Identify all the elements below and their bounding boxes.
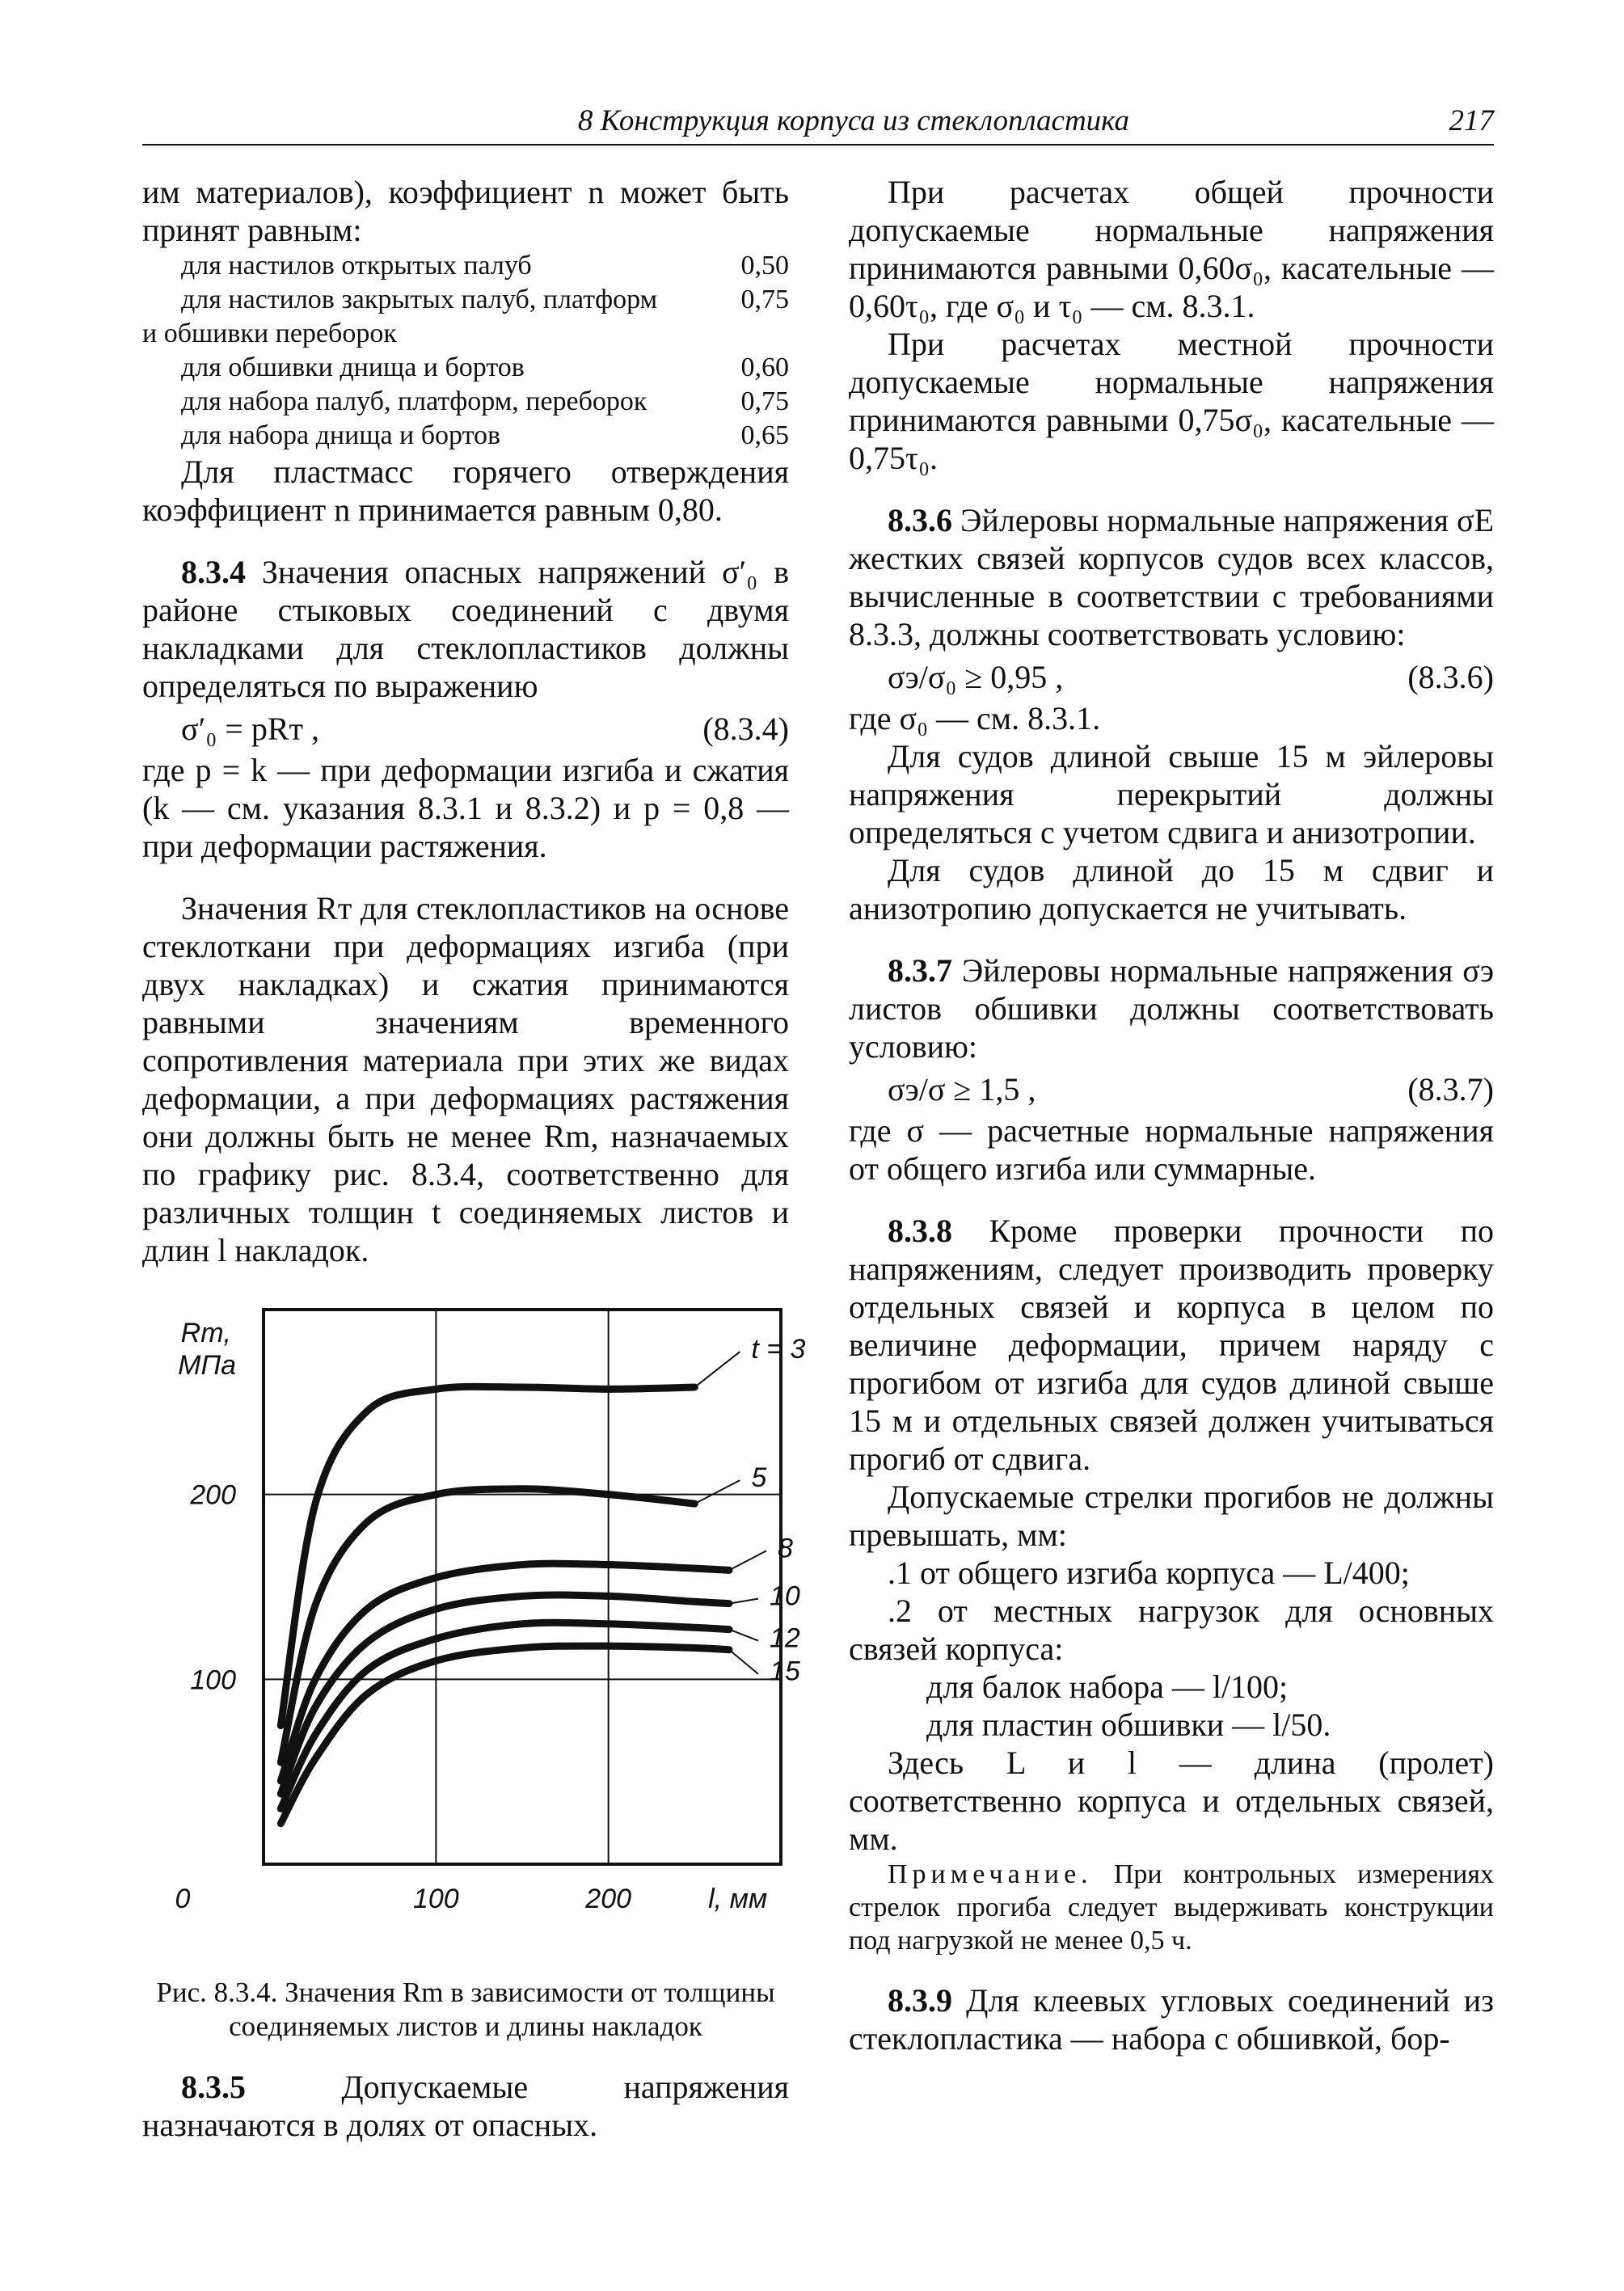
coefficient-list — [142, 249, 789, 453]
section-8-3-5: 8.3.5 Допускаемые напряжения назначаются в долях от опасных. — [142, 2069, 790, 2143]
series-leader — [729, 1599, 758, 1604]
formula-expression: σэ/σ ≥ 1,5 , — [888, 1071, 1036, 1108]
series-label: 15 — [770, 1656, 800, 1687]
hot-cure-paragraph: Для пластмасс горячего отверждения коэффициент n принимается равным 0,80. — [142, 454, 789, 528]
values-paragraph: Значения Rт для стеклопластиков на основе стеклоткани при деформациях изгиба (при двух накладках) и сжатия принимаются равными значениям временного сопротивления материала при этих же видах деформации, а при деформациях растяжения они должны быть не менее Rm, назначаемых по графику рис. 8.3.4, соответственно для различных толщин t соединяемых листов и длин l накладок. — [142, 890, 789, 1268]
page-header — [142, 103, 1494, 146]
section-8-3-9: 8.3.9 Для клеевых угловых соединений из стеклопластика — набора с обшивкой, бор- — [849, 1982, 1494, 2057]
x-axis-label: l, мм — [708, 1884, 768, 1914]
list-item: и обшивки переборок — [142, 319, 397, 348]
running-title: 8 Конструкция корпуса из стеклопластика — [577, 104, 1130, 137]
here-paragraph: Здесь L и l — длина (пролет) соответственно корпуса и отдельных связей, мм. — [849, 1745, 1494, 1857]
list-item: для балок набора — l/100; — [926, 1669, 1289, 1705]
y-axis-unit: МПа — [178, 1350, 236, 1381]
series-label: 12 — [770, 1622, 800, 1654]
left-column — [142, 173, 806, 2144]
formula-8-3-6 — [849, 658, 1494, 696]
figure-caption: Рис. 8.3.4. Значения Rm в зависимости от толщины соединяемых листов и длины накладок — [156, 1977, 775, 2042]
y-tick-label: 200 — [190, 1479, 236, 1511]
rm-chart — [142, 1302, 806, 1964]
formula-8-3-4 — [142, 710, 789, 748]
x-tick-label: 0 — [175, 1884, 191, 1914]
series-leader — [729, 1551, 766, 1570]
where-paragraph: где σ — расчетные нормальные напряжения от общего изгиба или суммарные. — [849, 1112, 1494, 1187]
x-tick-label: 100 — [412, 1884, 459, 1914]
formula-expression: σэ/σ₀ ≥ 0,95 , — [888, 659, 1064, 695]
series-leader — [694, 1352, 740, 1387]
short-vessels-paragraph: Для судов длиной до 15 м сдвиг и анизотропию допускается не учитывать. — [849, 852, 1494, 926]
where-paragraph: где σ₀ — см. 8.3.1. — [849, 700, 1101, 736]
list-item: для набора днища и бортов 0,65 — [181, 420, 789, 450]
local-strength-paragraph: При расчетах местной прочности допускаемые нормальные напряжения принимаются равными 0,75σ₀, касательные — 0,75τ₀. — [849, 326, 1494, 476]
long-vessels-paragraph: Для судов длиной свыше 15 м эйлеровы напряжения перекрытий должны определяться с учетом сдвига и анизотропии. — [849, 738, 1494, 850]
formula-number: (8.3.4) — [702, 711, 789, 747]
series-leader — [694, 1480, 740, 1504]
list-item: .1 от общего изгиба корпуса — L/400; — [888, 1555, 1410, 1591]
series-label: 8 — [778, 1533, 793, 1564]
series-leader — [729, 1630, 758, 1641]
deflection-paragraph: Допускаемые стрелки прогибов не должны превышать, мм: — [849, 1479, 1494, 1553]
series-curve — [281, 1646, 729, 1824]
formula-8-3-7 — [849, 1070, 1494, 1108]
intro-paragraph: им материалов), коэффициент n может быть принят равным: — [142, 174, 789, 248]
list-item: для пластин обшивки — l/50. — [926, 1707, 1331, 1743]
section-8-3-7: 8.3.7 Эйлеровы нормальные напряжения σэ листов обшивки должны соответствовать условию: — [849, 952, 1495, 1065]
page-number: 217 — [1449, 104, 1494, 137]
note: Примечание. При контрольных измерениях стрелок прогиба следует выдерживать конструкции под нагрузкой не менее 0,5 ч. — [849, 1859, 1494, 1956]
series-label: 5 — [751, 1462, 767, 1494]
list-item: .2 от местных нагрузок для основных связей корпуса: — [849, 1593, 1494, 1667]
section-8-3-6: 8.3.6 Эйлеровы нормальные напряжения σE жестких связей корпусов судов всех классов, вычисленные в соответствии с требованиями 8.3.3, должны соответствовать условию: — [849, 502, 1495, 652]
formula-number: (8.3.6) — [1407, 659, 1494, 695]
series-label: 10 — [770, 1580, 800, 1612]
general-strength-paragraph: При расчетах общей прочности допускаемые нормальные напряжения принимаются равными 0,60σ₀, касательные — 0,60τ₀, где σ₀ и τ₀ — см. 8.3.1. — [849, 174, 1494, 324]
list-item: для настилов открытых палуб 0,50 — [181, 251, 789, 281]
section-8-3-8: 8.3.8 Кроме проверки прочности по напряжениям, следует производить проверку отдельных связей и корпуса в целом по величине деформации, причем наряду с прогибом от изгиба для судов длиной свыше 15 м и отдельных связей должен учитываться прогиб от сдвига. — [849, 1213, 1494, 1477]
x-tick-label: 200 — [585, 1884, 632, 1914]
section-8-3-4: 8.3.4 Значения опасных напряжений σ′₀ в районе стыковых соединений с двумя накладками для стеклопластиков должны определяться по выражению — [142, 554, 789, 704]
series-leader — [729, 1650, 758, 1674]
formula-number: (8.3.7) — [1407, 1071, 1494, 1108]
plot-frame — [264, 1310, 781, 1864]
list-item: для обшивки днища и бортов 0,60 — [181, 352, 789, 382]
list-item: для настилов закрытых палуб, платформ 0,75 — [181, 285, 789, 314]
series-label: t = 3 — [751, 1334, 806, 1365]
right-column — [849, 173, 1494, 2057]
figure-8-3-4 — [142, 1302, 806, 1964]
y-tick-label: 100 — [190, 1664, 236, 1696]
where-paragraph: где p = k — при деформации изгиба и сжатия (k — см. указания 8.3.1 и 8.3.2) и p = 0,8 — при деформации растяжения. — [142, 752, 789, 864]
formula-expression: σ′₀ = pRт , — [181, 711, 319, 747]
list-item: для набора палуб, платформ, переборок 0,75 — [181, 386, 789, 416]
y-axis-label: Rm, — [180, 1318, 231, 1348]
